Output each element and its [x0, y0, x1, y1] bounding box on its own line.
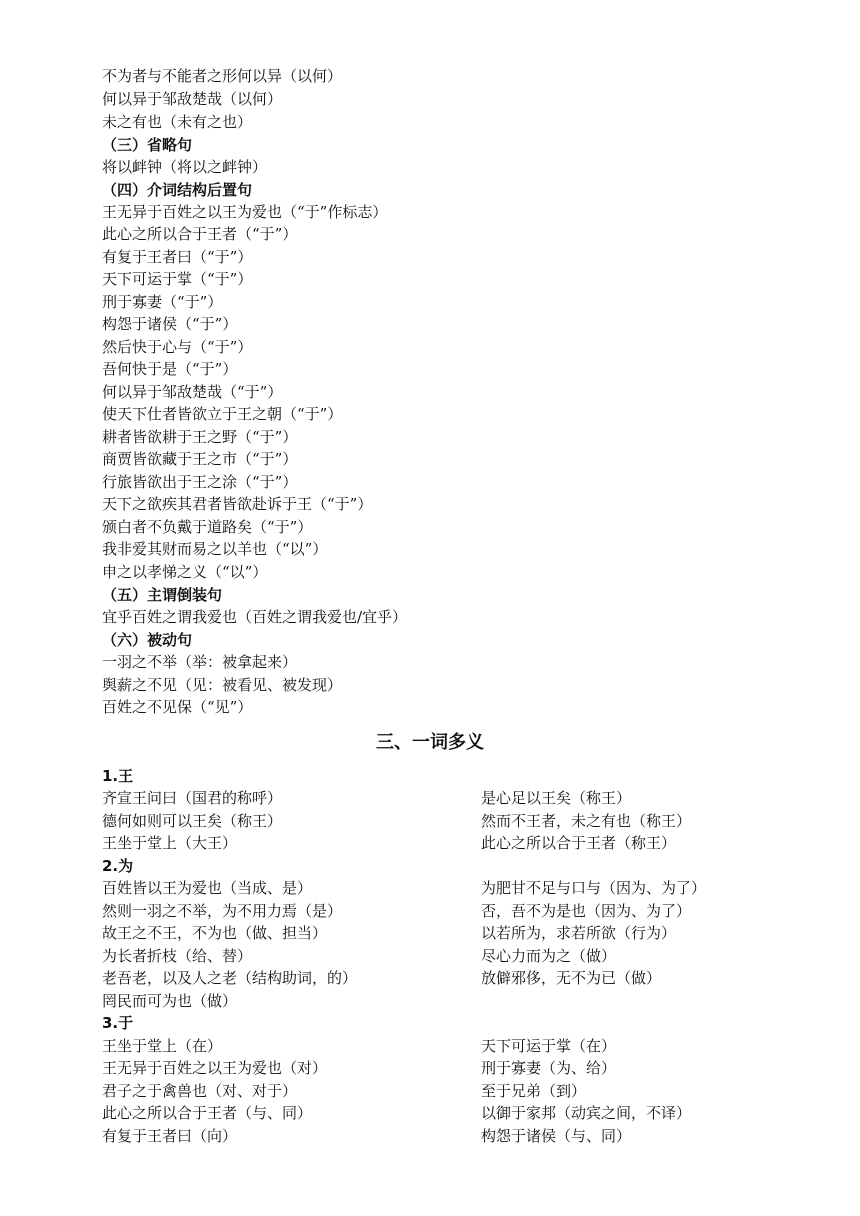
text-line: 尽心力而为之（做） [481, 947, 617, 965]
text-line: 天下可运于掌（“于”） [102, 270, 253, 288]
text-line: 舆薪之不见（见：被看见、被发现） [102, 676, 343, 694]
subsection-heading-passive: （六）被动句 [102, 631, 193, 649]
text-line: 此心之所以合于王者（称王） [481, 834, 677, 852]
text-line: 宜乎百姓之谓我爱也（百姓之谓我爱也/宜乎） [102, 608, 408, 626]
text-line: 不为者与不能者之形何以异（以何） [102, 67, 343, 85]
section-title: 三、一词多义 [376, 732, 484, 753]
text-line: 颁白者不负戴于道路矣（“于”） [102, 518, 313, 536]
text-line: 未之有也（未有之也） [102, 113, 253, 131]
text-line: 何以异于邹敌楚哉（“于”） [102, 383, 283, 401]
text-line: 有复于王者曰（“于”） [102, 248, 253, 266]
text-line: 罔民而可为也（做） [102, 992, 238, 1010]
text-line: 天下可运于掌（在） [481, 1037, 617, 1055]
text-line: 耕者皆欲耕于王之野（“于”） [102, 428, 298, 446]
subsection-heading-inversion: （五）主谓倒装句 [102, 586, 223, 604]
text-line: 王坐于堂上（在） [102, 1037, 223, 1055]
text-line: 商贾皆欲藏于王之市（“于”） [102, 450, 298, 468]
text-line: 有复于王者曰（向） [102, 1127, 238, 1145]
text-line: 君子之于禽兽也（对、对于） [102, 1082, 298, 1100]
text-line: 使天下仕者皆欲立于王之朝（“于”） [102, 405, 343, 423]
word-heading-wei: 2.为 [102, 857, 134, 875]
word-heading-wang: 1.王 [102, 767, 134, 785]
text-line: 然后快于心与（“于”） [102, 338, 253, 356]
text-line: 为肥甘不足与口与（因为、为了） [481, 879, 707, 897]
text-line: 此心之所以合于王者（与、同） [102, 1104, 313, 1122]
text-line: 为长者折枝（给、替） [102, 947, 253, 965]
text-line: 天下之欲疾其君者皆欲赴诉于王（“于”） [102, 495, 373, 513]
text-line: 故王之不王，不为也（做、担当） [102, 924, 328, 942]
text-line: 然则一羽之不举，为不用力焉（是） [102, 902, 343, 920]
text-line: 至于兄弟（到） [481, 1082, 587, 1100]
text-line: 是心足以王矣（称王） [481, 789, 632, 807]
text-line: 何以异于邹敌楚哉（以何） [102, 90, 283, 108]
text-line: 王无异于百姓之以王为爱也（对） [102, 1059, 328, 1077]
text-line: 王坐于堂上（大王） [102, 834, 238, 852]
subsection-heading-postposition: （四）介词结构后置句 [102, 181, 253, 199]
word-heading-yu: 3.于 [102, 1014, 134, 1032]
text-line: 一羽之不举（举：被拿起来） [102, 653, 298, 671]
subsection-heading-ellipsis: （三）省略句 [102, 136, 193, 154]
text-line: 老吾老，以及人之老（结构助词，的） [102, 969, 358, 987]
text-line: 然而不王者，未之有也（称王） [481, 812, 692, 830]
text-line: 百姓皆以王为爱也（当成、是） [102, 879, 313, 897]
text-line: 德何如则可以王矣（称王） [102, 812, 283, 830]
text-line: 否，吾不为是也（因为、为了） [481, 902, 692, 920]
text-line: 放僻邪侈，无不为已（做） [481, 969, 662, 987]
text-line: 以御于家邦（动宾之间，不译） [481, 1104, 692, 1122]
text-line: 王无异于百姓之以王为爱也（“于”作标志） [102, 203, 388, 221]
text-line: 刑于寡妻（“于”） [102, 293, 223, 311]
text-line: 以若所为，求若所欲（行为） [481, 924, 677, 942]
text-line: 构怨于诸侯（“于”） [102, 315, 238, 333]
text-line: 申之以孝悌之义（“以”） [102, 563, 268, 581]
text-line: 百姓之不见保（“见”） [102, 698, 253, 716]
text-line: 我非爱其财而易之以羊也（“以”） [102, 540, 328, 558]
text-line: 吾何快于是（“于”） [102, 360, 238, 378]
text-line: 刑于寡妻（为、给） [481, 1059, 617, 1077]
text-line: 齐宣王问曰（国君的称呼） [102, 789, 283, 807]
text-line: 此心之所以合于王者（“于”） [102, 225, 298, 243]
text-line: 将以衅钟（将以之衅钟） [102, 158, 268, 176]
text-line: 构怨于诸侯（与、同） [481, 1127, 632, 1145]
text-line: 行旅皆欲出于王之涂（“于”） [102, 473, 298, 491]
